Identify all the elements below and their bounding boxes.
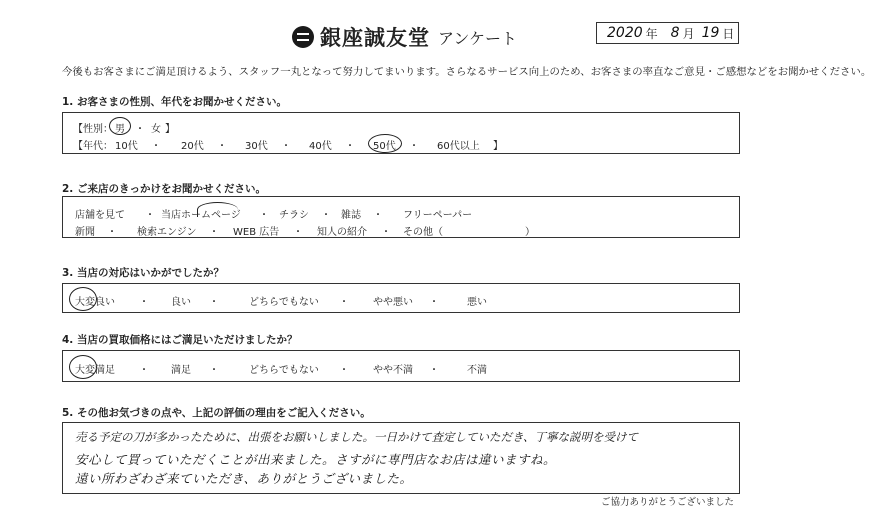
gender-close: 】 bbox=[165, 124, 175, 135]
separator-dot: ・ bbox=[429, 365, 439, 376]
intro-text: 今後もお客さまにご満足頂けるよう、スタッフ一丸となって努力してまいります。さらなるサービス向上のため、お客さまの率直なご意見・ご感想などをお聞かせください。 bbox=[62, 66, 871, 78]
selection-circle-male bbox=[109, 117, 131, 135]
price-option-neutral[interactable]: どちらでもない bbox=[249, 365, 319, 376]
age-label: 【年代： bbox=[73, 141, 113, 152]
service-option-somewhat-bad[interactable]: やや悪い bbox=[373, 297, 413, 308]
age-option-50s[interactable]: 50代 bbox=[373, 141, 396, 152]
q5-title: 5. その他お気づきの点や、上記の評価の理由をご記入ください。 bbox=[62, 407, 371, 419]
q1-title: 1. お客さまの性別、年代をお聞かせください。 bbox=[62, 96, 287, 108]
separator-dot: ・ bbox=[135, 124, 145, 135]
gender-label: 【性別： bbox=[73, 124, 113, 135]
price-option-somewhat-dissatisfied[interactable]: やや不満 bbox=[373, 365, 413, 376]
source-option-search[interactable]: 検索エンジン bbox=[137, 227, 197, 238]
separator-dot: ・ bbox=[339, 365, 349, 376]
separator-dot: ・ bbox=[429, 297, 439, 308]
brand-emblem-icon bbox=[292, 26, 314, 48]
q5-answer-box[interactable] bbox=[62, 422, 740, 494]
selection-mark-homepage bbox=[197, 202, 238, 217]
q4-title: 4. 当店の買取価格にはご満足いただけましたか？ bbox=[62, 334, 298, 346]
service-option-good[interactable]: 良い bbox=[171, 297, 191, 308]
service-option-neutral[interactable]: どちらでもない bbox=[249, 297, 319, 308]
separator-dot: ・ bbox=[381, 227, 391, 238]
date-year: 2020 bbox=[607, 25, 643, 41]
age-option-10s[interactable]: 10代 bbox=[115, 141, 138, 152]
separator-dot: ・ bbox=[151, 141, 161, 152]
separator-dot: ・ bbox=[345, 141, 355, 152]
separator-dot: ・ bbox=[409, 141, 419, 152]
date-day: 19 bbox=[701, 25, 720, 41]
date-month-unit: 月 bbox=[682, 26, 695, 41]
age-option-40s[interactable]: 40代 bbox=[309, 141, 332, 152]
source-option-web-ad[interactable]: WEB 広告 bbox=[233, 227, 280, 238]
thanks-note: ご協力ありがとうございました bbox=[600, 497, 734, 508]
source-option-flyer[interactable]: チラシ bbox=[279, 210, 309, 221]
source-option-store[interactable]: 店舗を見て bbox=[75, 210, 125, 221]
separator-dot: ・ bbox=[209, 297, 219, 308]
q2-title: 2. ご来店のきっかけをお聞かせください。 bbox=[62, 183, 266, 195]
source-option-other[interactable]: その他（ bbox=[403, 227, 443, 238]
answer-line-1: 売る予定の刀が多かったために、出張をお願いしました。一日かけて査定していただき、丁寧な説明を受けて bbox=[75, 430, 639, 444]
source-other-close: ） bbox=[525, 227, 535, 238]
separator-dot: ・ bbox=[373, 210, 383, 221]
date-field bbox=[596, 22, 739, 44]
gender-option-male[interactable]: 男 bbox=[115, 124, 125, 135]
date-day-unit: 日 bbox=[722, 26, 735, 41]
source-option-referral[interactable]: 知人の紹介 bbox=[317, 227, 367, 238]
source-option-homepage[interactable]: 当店ホームページ bbox=[161, 210, 241, 221]
q3-title: 3. 当店の対応はいかがでしたか？ bbox=[62, 267, 224, 279]
age-option-60s-plus[interactable]: 60代以上 bbox=[437, 141, 480, 152]
selection-circle-very-satisfied bbox=[69, 355, 97, 379]
service-option-very-good[interactable]: 大変良い bbox=[75, 297, 115, 308]
separator-dot: ・ bbox=[217, 141, 227, 152]
age-close: 】 bbox=[493, 141, 503, 152]
separator-dot: ・ bbox=[139, 297, 149, 308]
q2-box bbox=[62, 196, 740, 238]
brand-name: 銀座誠友堂 bbox=[320, 25, 430, 50]
date-month: 8 bbox=[670, 25, 680, 41]
separator-dot: ・ bbox=[339, 297, 349, 308]
gender-option-female[interactable]: 女 bbox=[151, 124, 161, 135]
separator-dot: ・ bbox=[293, 227, 303, 238]
selection-circle-50s bbox=[368, 134, 402, 153]
source-option-freepaper[interactable]: フリーペーパー bbox=[403, 210, 473, 221]
answer-line-2: 安心して買っていただくことが出来ました。さすがに専門店なお店は違いますね。 bbox=[75, 452, 557, 467]
service-option-bad[interactable]: 悪い bbox=[467, 297, 487, 308]
q3-box bbox=[62, 283, 740, 313]
separator-dot: ・ bbox=[145, 210, 155, 221]
separator-dot: ・ bbox=[139, 365, 149, 376]
answer-line-3: 遠い所わざわざ来ていただき、ありがとうございました。 bbox=[75, 471, 413, 486]
separator-dot: ・ bbox=[107, 227, 117, 238]
separator-dot: ・ bbox=[281, 141, 291, 152]
separator-dot: ・ bbox=[259, 210, 269, 221]
date-year-unit: 年 bbox=[645, 26, 658, 41]
price-option-dissatisfied[interactable]: 不満 bbox=[467, 365, 487, 376]
selection-circle-very-good bbox=[69, 287, 97, 311]
separator-dot: ・ bbox=[209, 227, 219, 238]
price-option-very-satisfied[interactable]: 大変満足 bbox=[75, 365, 115, 376]
age-option-30s[interactable]: 30代 bbox=[245, 141, 268, 152]
separator-dot: ・ bbox=[321, 210, 331, 221]
survey-title: アンケート bbox=[438, 28, 518, 48]
age-option-20s[interactable]: 20代 bbox=[181, 141, 204, 152]
price-option-satisfied[interactable]: 満足 bbox=[171, 365, 191, 376]
q1-box bbox=[62, 112, 740, 154]
source-option-magazine[interactable]: 雑誌 bbox=[341, 210, 361, 221]
q4-box bbox=[62, 350, 740, 382]
source-option-newspaper[interactable]: 新聞 bbox=[75, 227, 95, 238]
separator-dot: ・ bbox=[209, 365, 219, 376]
brand-logo bbox=[292, 22, 517, 52]
